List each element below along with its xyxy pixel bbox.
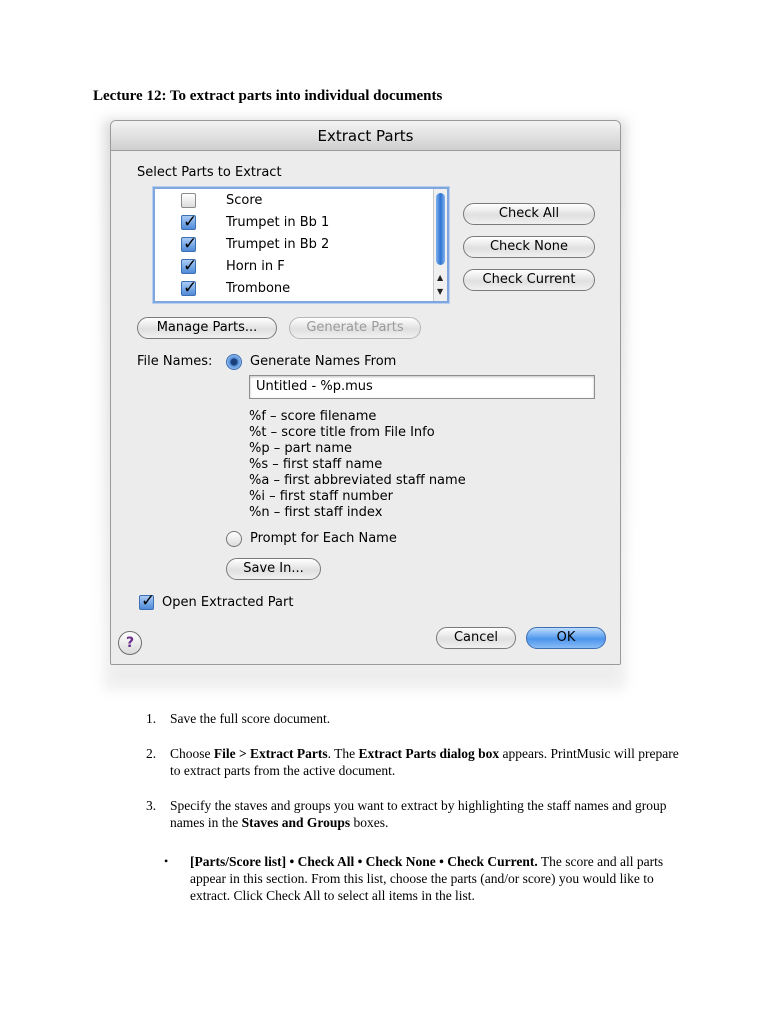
list-scrollbar[interactable]: [433, 189, 447, 301]
token-legend: [249, 409, 466, 521]
cancel-button[interactable]: Cancel: [436, 627, 516, 649]
prompt-each-name-radio[interactable]: [226, 531, 242, 547]
scroll-thumb[interactable]: [436, 193, 445, 265]
bullet-icon: •: [164, 854, 169, 868]
part-label: Trumpet in Bb 2: [226, 237, 330, 252]
part-label: Score: [226, 193, 263, 208]
token-line: %f – score filename: [249, 409, 377, 424]
step-2: [146, 745, 686, 779]
page-heading: Lecture 12: To extract parts into individual documents: [93, 88, 443, 104]
scroll-down-arrow-icon[interactable]: ▼: [437, 287, 444, 296]
checkbox-trumpet-2[interactable]: [181, 237, 196, 252]
help-icon[interactable]: ?: [118, 631, 142, 655]
check-current-button[interactable]: Check Current: [463, 269, 595, 291]
step-number: 2.: [146, 746, 157, 761]
step-text: Specify the staves and groups you want to extract by highlighting the staff names and group names in the: [170, 798, 667, 830]
part-label: Horn in F: [226, 259, 285, 274]
step-text: Choose: [170, 746, 214, 761]
step-text: . The: [327, 746, 359, 761]
token-line: %s – first staff name: [249, 457, 383, 472]
token-line: %t – score title from File Info: [249, 425, 435, 440]
bullet-title: [Parts/Score list] • Check All • Check None • Check Current.: [190, 854, 538, 869]
token-line: %a – first abbreviated staff name: [249, 473, 466, 488]
check-all-button[interactable]: Check All: [463, 203, 595, 225]
scroll-up-arrow-icon[interactable]: ▲: [437, 273, 444, 282]
checkbox-score[interactable]: [181, 193, 196, 208]
dialog-name: Extract Parts dialog box: [358, 746, 500, 761]
step-text: Save the full score document.: [170, 711, 331, 726]
ok-button[interactable]: OK: [526, 627, 606, 649]
step-number: 1.: [146, 711, 157, 726]
token-line: %p – part name: [249, 441, 353, 456]
bullet-item: [146, 853, 686, 904]
checkbox-trumpet-1[interactable]: [181, 215, 196, 230]
generate-names-label: Generate Names From: [250, 354, 397, 369]
dialog-title: Extract Parts: [111, 121, 620, 151]
extract-parts-dialog: [110, 120, 621, 665]
open-extracted-part-checkbox[interactable]: [139, 595, 154, 610]
select-parts-label: Select Parts to Extract: [137, 165, 282, 180]
token-line: %n – first staff index: [249, 505, 383, 520]
generate-parts-button: Generate Parts: [289, 317, 421, 339]
part-label: Trombone: [226, 281, 291, 296]
step-1: [146, 710, 686, 727]
checkbox-horn[interactable]: [181, 259, 196, 274]
menu-path: File > Extract Parts: [213, 746, 328, 761]
generate-names-radio[interactable]: [226, 354, 242, 370]
step-text: appears. PrintMusic will prepare to extract parts from the active document.: [170, 746, 679, 778]
open-extracted-part-label: Open Extracted Part: [162, 595, 294, 610]
step-3: [146, 797, 686, 904]
instruction-steps: [146, 710, 686, 922]
parts-list[interactable]: [153, 187, 449, 303]
save-in-button[interactable]: Save In...: [226, 558, 321, 580]
bullet-text: The score and all parts appear in this section. From this list, choose the parts (and/or score) you would like to extract. Click Check All to select all items in the list.: [190, 854, 664, 903]
prompt-each-name-label: Prompt for Each Name: [250, 531, 397, 546]
box-name: Staves and Groups: [241, 815, 351, 830]
token-line: %i – first staff number: [249, 489, 393, 504]
checkbox-trombone[interactable]: [181, 281, 196, 296]
file-names-label: File Names:: [137, 354, 213, 369]
step-number: 3.: [146, 798, 157, 813]
step-text: boxes.: [350, 815, 389, 830]
check-none-button[interactable]: Check None: [463, 236, 595, 258]
manage-parts-button[interactable]: Manage Parts...: [137, 317, 277, 339]
part-label: Trumpet in Bb 1: [226, 215, 330, 230]
name-pattern-field[interactable]: Untitled - %p.mus: [249, 375, 595, 399]
